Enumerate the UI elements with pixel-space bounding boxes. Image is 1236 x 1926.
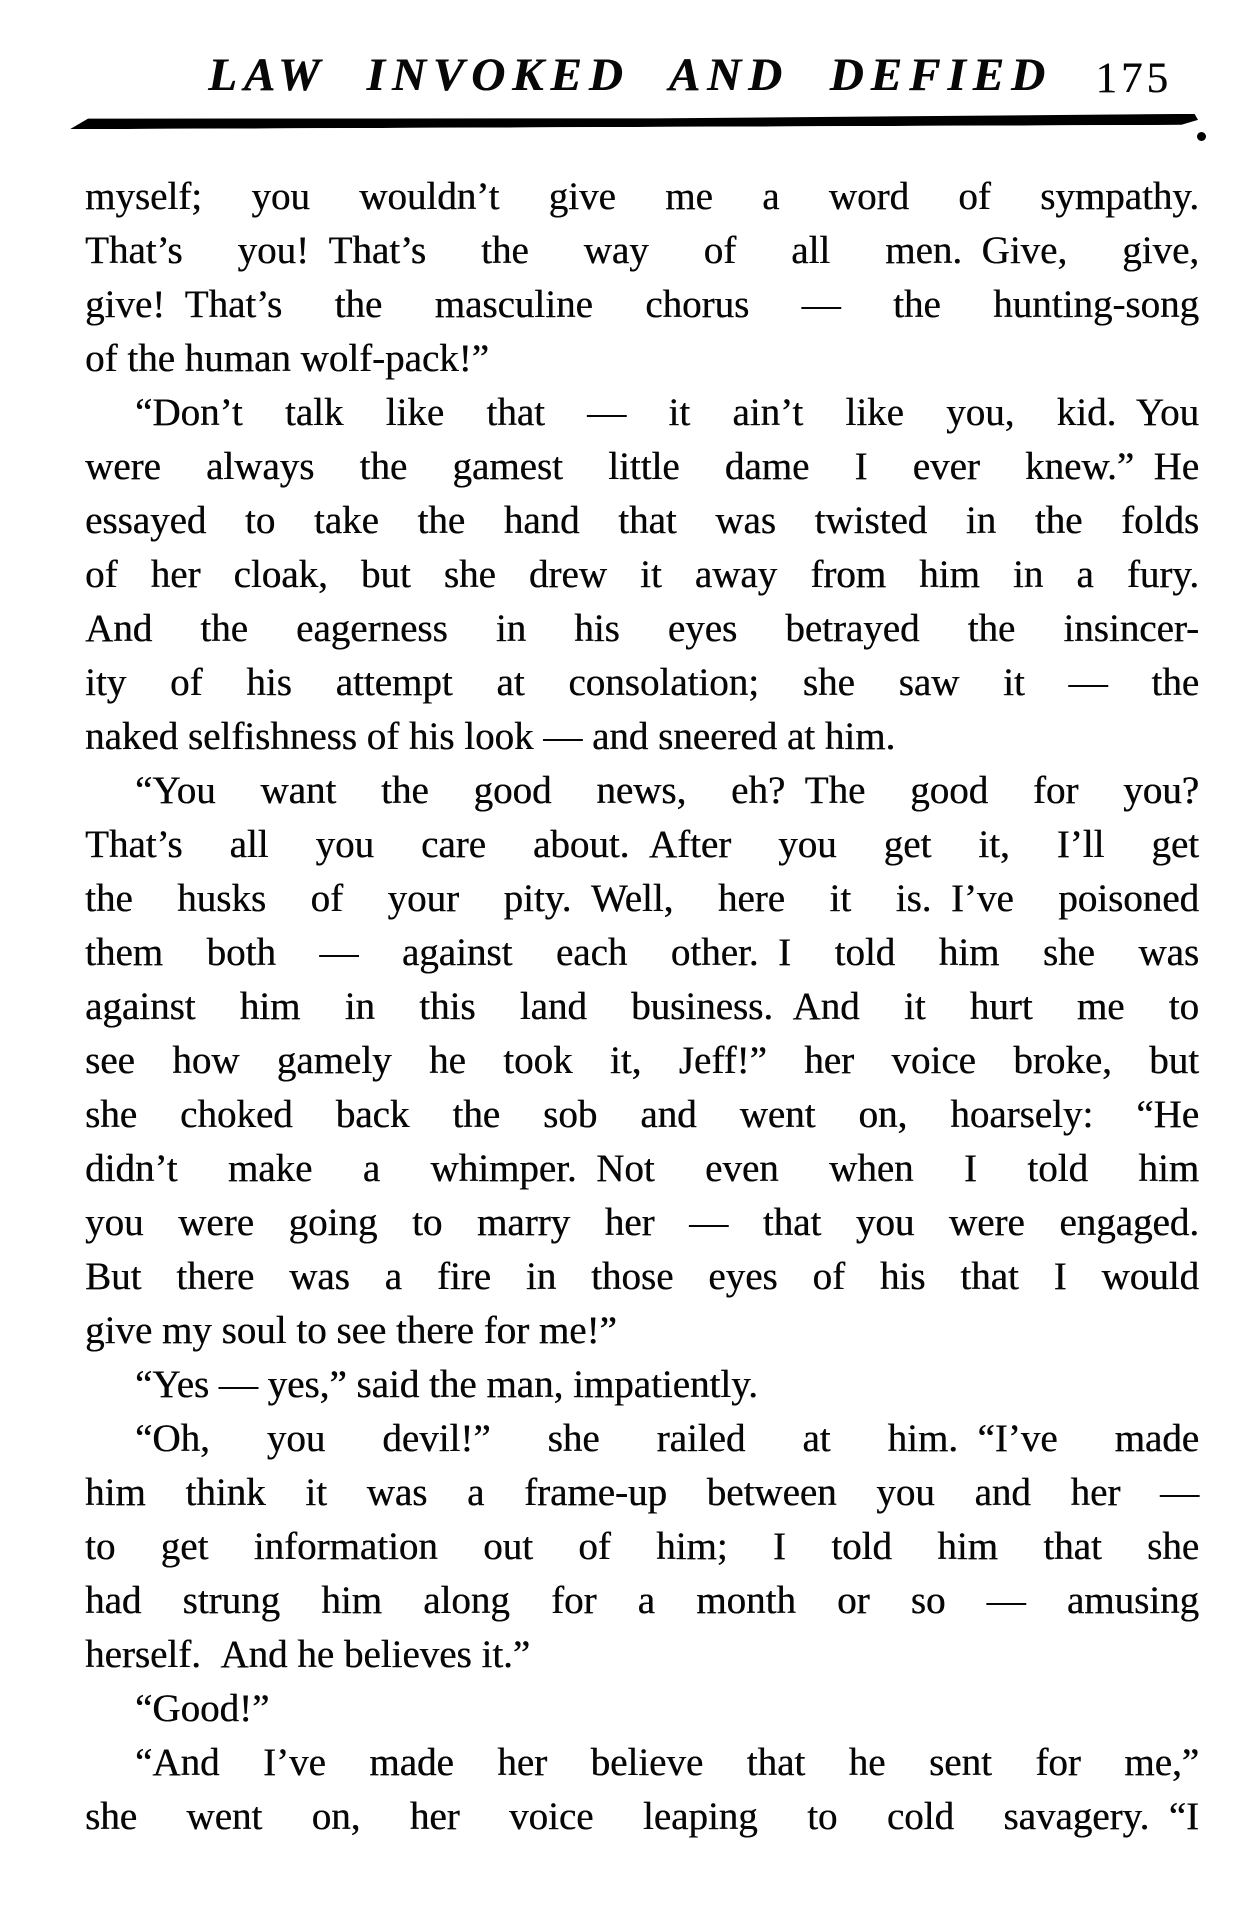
- text-line: see how gamely he took it, Jeff!” her voice broke, but: [85, 1039, 1199, 1082]
- text-line: the husks of your pity. Well, here it is. I’ve poisoned: [85, 877, 1199, 920]
- body-text: [85, 170, 1199, 1844]
- running-head: [0, 46, 1236, 112]
- text-line: ity of his attempt at consolation; she saw it — the: [85, 661, 1199, 704]
- text-line: herself. And he believes it.”: [85, 1633, 531, 1676]
- text-line: “Yes — yes,” said the man, impatiently.: [135, 1363, 758, 1406]
- text-line: to get information out of him; I told him that she: [85, 1525, 1199, 1568]
- text-line: “Don’t talk like that — it ain’t like you, kid. You: [135, 391, 1199, 434]
- text-line: That’s all you care about. After you get it, I’ll get: [85, 823, 1199, 866]
- text-line: “Oh, you devil!” she railed at him. “I’ve made: [135, 1417, 1199, 1460]
- text-line: give! That’s the masculine chorus — the hunting-song: [85, 283, 1199, 326]
- text-line: him think it was a frame-up between you and her —: [85, 1471, 1199, 1514]
- text-line: of the human wolf-pack!”: [85, 337, 489, 380]
- text-line: “You want the good news, eh? The good for you?: [135, 769, 1199, 812]
- text-line: didn’t make a whimper. Not even when I told him: [85, 1147, 1199, 1190]
- text-line: myself; you wouldn’t give me a word of sympathy.: [85, 175, 1199, 218]
- text-line: had strung him along for a month or so — amusing: [85, 1579, 1199, 1622]
- text-line: give my soul to see there for me!”: [85, 1309, 617, 1352]
- page-title: LAW INVOKED AND DEFIED: [208, 49, 1052, 101]
- header-rule: [70, 114, 1198, 129]
- text-line: “Good!”: [135, 1687, 270, 1730]
- text-line: she went on, her voice leaping to cold savagery. “I: [85, 1795, 1199, 1838]
- page-number: 175: [1095, 55, 1172, 102]
- text-line: of her cloak, but she drew it away from him in a fury.: [85, 553, 1199, 596]
- text-line: you were going to marry her — that you were engaged.: [85, 1201, 1199, 1244]
- text-line: essayed to take the hand that was twisted in the folds: [85, 499, 1199, 542]
- text-line: naked selfishness of his look — and sneered at him.: [85, 715, 896, 758]
- text-line: them both — against each other. I told him she was: [85, 931, 1199, 974]
- text-line: But there was a fire in those eyes of his that I would: [85, 1255, 1199, 1298]
- text-line: were always the gamest little dame I ever knew.” He: [85, 445, 1199, 488]
- text-line: And the eagerness in his eyes betrayed the insincer-: [85, 607, 1199, 650]
- header-rule-dot: [1197, 132, 1206, 141]
- text-line: “And I’ve made her believe that he sent for me,”: [135, 1741, 1199, 1784]
- text-line: against him in this land business. And it hurt me to: [85, 985, 1199, 1028]
- text-line: she choked back the sob and went on, hoarsely: “He: [85, 1093, 1199, 1136]
- text-line: That’s you! That’s the way of all men. Give, give,: [85, 229, 1199, 272]
